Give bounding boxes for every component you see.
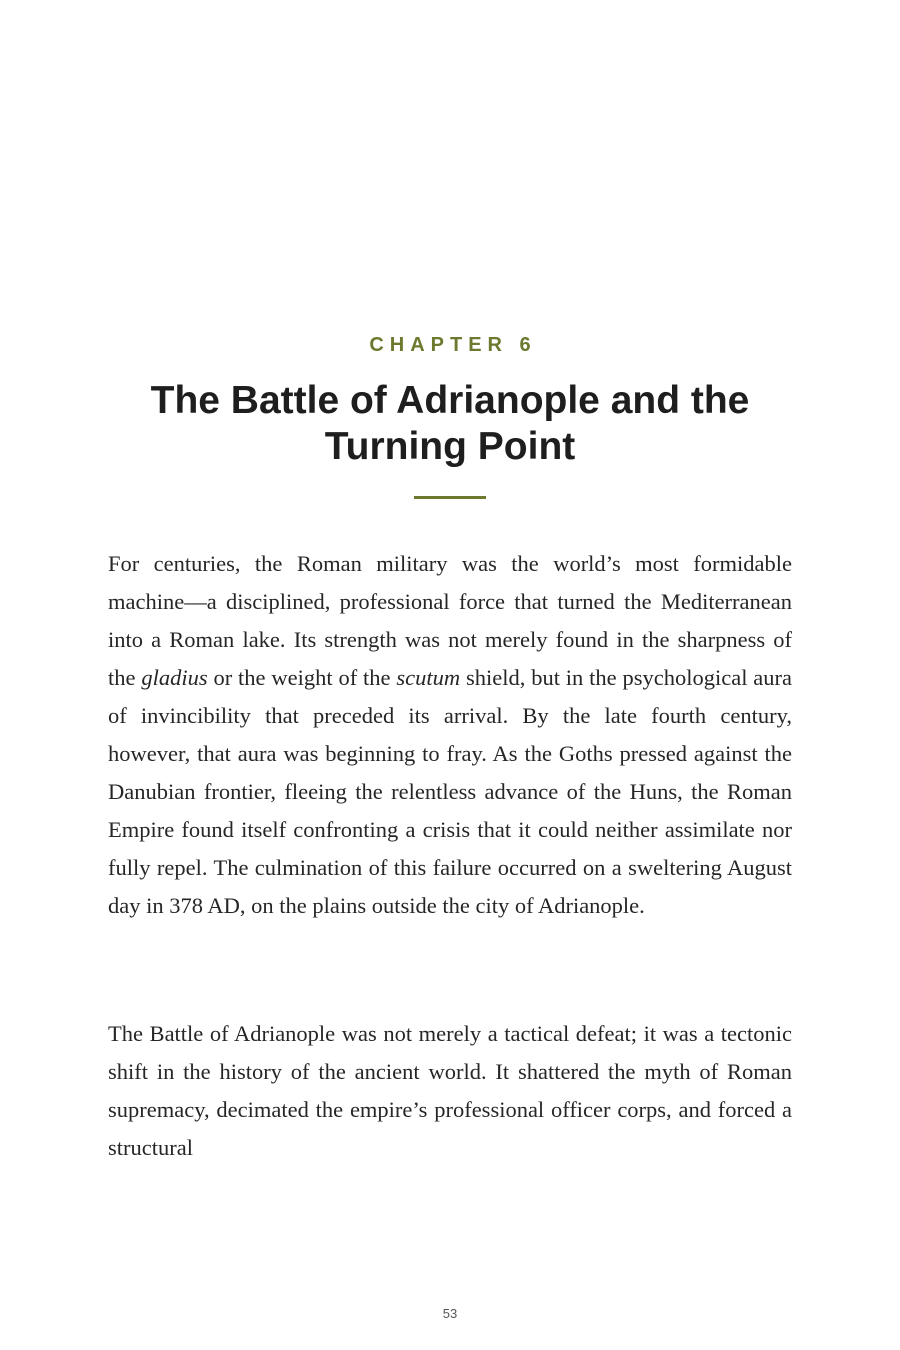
paragraph-1-part-1: For centuries, the Roman military was the world’s most formidable machine—a disciplined, professional force that turned the Mediterranean into a Roman lake. Its strength was not merely found in the sharpness of the bbox=[108, 551, 792, 690]
body-paragraph-1 bbox=[108, 545, 792, 925]
paragraph-2-text: The Battle of Adrianople was not merely a tactical defeat; it was a tectonic shift in the history of the ancient world. It shattered the myth of Roman supremacy, decimated the empire’s professional officer corps, and forced a structural bbox=[108, 1021, 792, 1160]
body-paragraph-2 bbox=[108, 1015, 792, 1167]
paragraph-1-term-scutum: scutum bbox=[396, 665, 461, 690]
chapter-title-line-2: Turning Point bbox=[324, 425, 576, 468]
chapter-title bbox=[100, 378, 800, 470]
paragraph-1-part-2: or the weight of the bbox=[207, 665, 397, 690]
title-divider bbox=[414, 496, 486, 499]
chapter-label: CHAPTER 6 bbox=[369, 334, 537, 356]
paragraph-1-term-gladius: gladius bbox=[141, 665, 208, 690]
page-number: 53 bbox=[442, 1306, 458, 1321]
chapter-title-line-1: The Battle of Adrianople and the bbox=[150, 379, 750, 422]
paragraph-1-part-3: shield, but in the psychological aura of invincibility that preceded its arrival. By the late fourth century, however, that aura was beginning to fray. As the Goths pressed against the Danubian frontier, fleeing the relentless advance of the Huns, the Roman Empire found itself confronting a crisis that it could neither assimilate nor fully repel. The culmination of this failure occurred on a sweltering August day in 378 AD, on the plains outside the city of Adrianople. bbox=[108, 665, 793, 918]
